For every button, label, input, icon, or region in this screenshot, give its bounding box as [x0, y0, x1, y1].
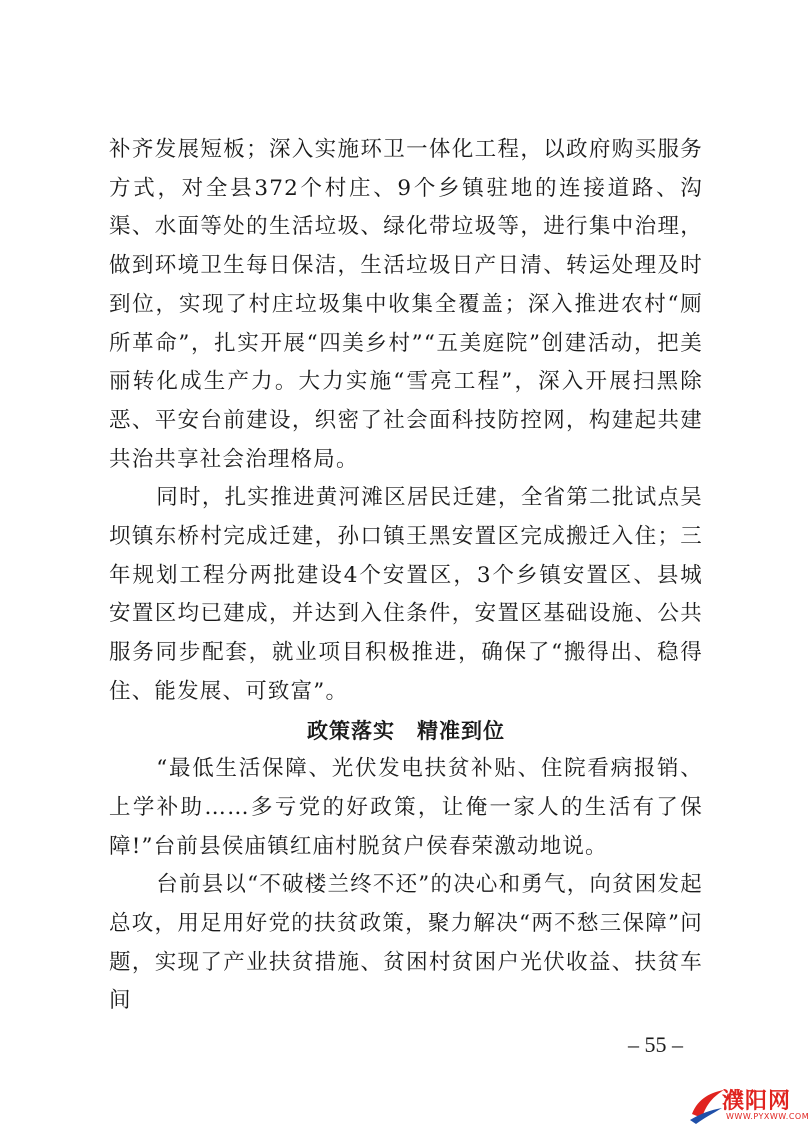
page-number: – 55 – [628, 1032, 683, 1057]
site-watermark [686, 1080, 809, 1130]
watermark-site-name: 濮阳网 [722, 1089, 792, 1114]
watermark-site-url: WWW.PYXWW.COM [726, 1112, 809, 1121]
document-body [109, 131, 703, 1021]
paragraph-quote: “最低生活保障、光伏发电扶贫补贴、住院看病报销、上学补助……多亏党的好政策，让俺一家人的生活有了保障!”台前县侯庙镇红庙村脱贫户侯春荣激动地说。 [109, 756, 703, 859]
paragraph-continuation: 补齐发展短板；深入实施环卫一体化工程，以政府购买服务方式，对全县372个村庄、9个乡镇驻地的连接道路、沟渠、水面等处的生活垃圾、绿化带垃圾等，进行集中治理，做到环境卫生每日保洁，生活垃圾日产日清、转运处理及时到位，实现了村庄垃圾集中收集全覆盖；深入推进农村“厕所革命”，扎实开展“四美乡村”“五美庭院”创建活动，把美丽转化成生产力。大力实施“雪亮工程”，深入开展扫黑除恶、平安台前建设，织密了社会面科技防控网，构建起共建共治共享社会治理格局。 [109, 137, 703, 472]
paragraph-poverty-alleviation: 台前县以“不破楼兰终不还”的决心和勇气，向贫困发起总攻，用足用好党的扶贫政策，聚力解决“两不愁三保障”问题，实现了产业扶贫措施、贫困村贫困户光伏收益、扶贫车间 [109, 872, 703, 1014]
section-heading: 政策落实 精准到位 [307, 718, 505, 743]
paragraph-relocation: 同时，扎实推进黄河滩区居民迁建，全省第二批试点吴坝镇东桥村完成迁建，孙口镇王黑安置区完成搬迁入住；三年规划工程分两批建设4个安置区，3个乡镇安置区、县城安置区均已建成，并达到入住条件，安置区基础设施、公共服务同步配套，就业项目积极推进，确保了“搬得出、稳得住、能发展、可致富”。 [109, 485, 703, 704]
